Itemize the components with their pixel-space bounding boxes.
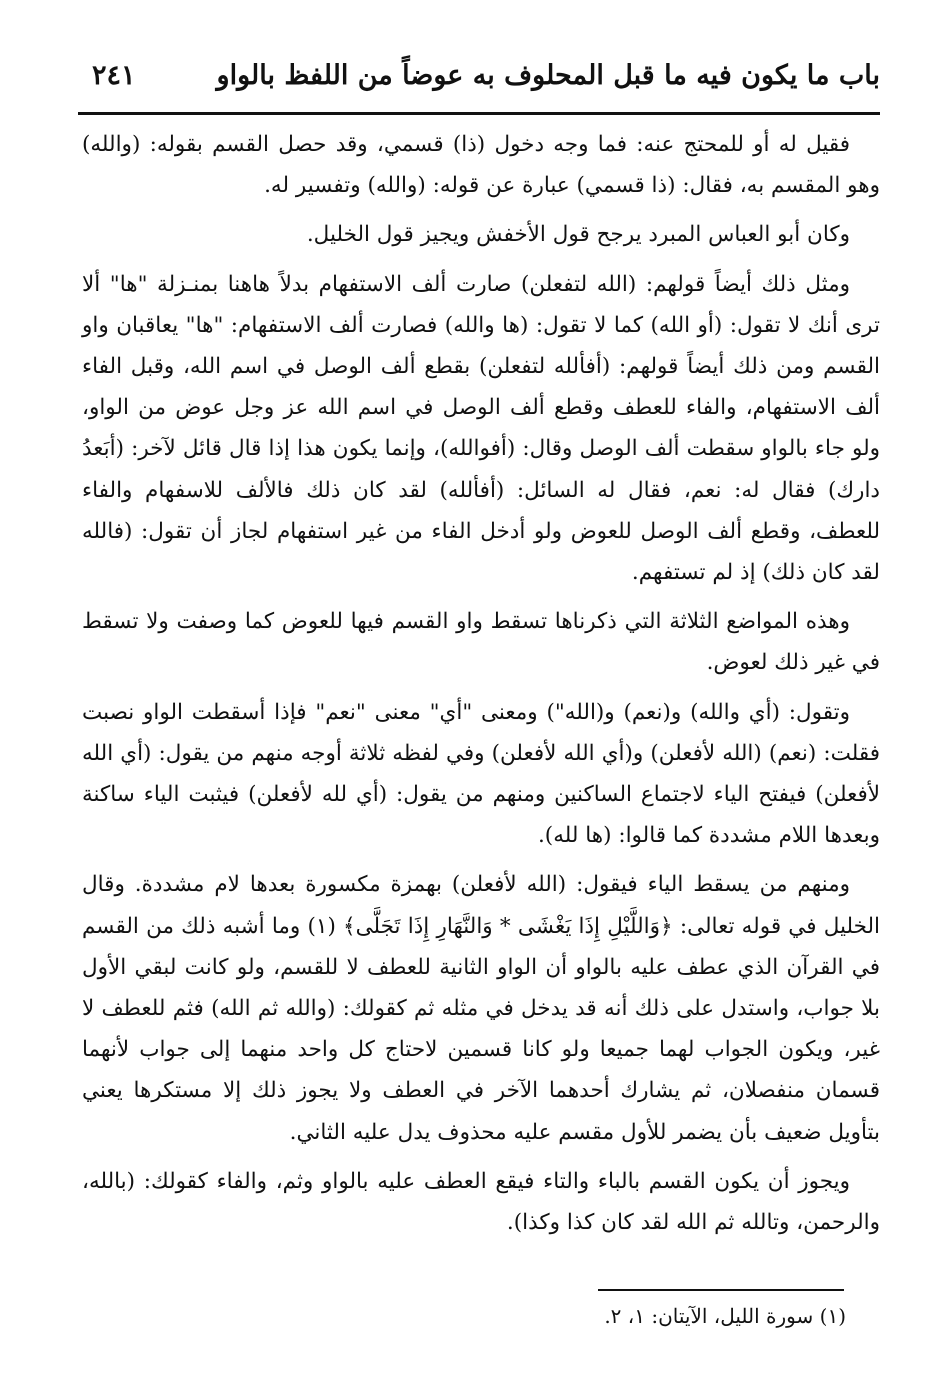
paragraph: ومثل ذلك أيضاً قولهم: (الله لتفعلن) صارت ألف الاستفهام بدلاً هاهنا بمنـزلة "ها" ألا ترى أنك لا تقول: (أو الله) كما لا تقول: (ها والله) فصارت ألف الاستفهام: "ها" يعاقبان واو القسم ومن ذلك أيضاً قولهم: (أفألله لتفعلن) بقطع ألف الوصل في اسم الله، وقبل الفاء ألف الاستفهام، والفاء للعطف وقطع ألف الوصل في اسم الله عز وجل عوض من الواو، ولو جاء بالواو سقطت ألف الوصل وقال: (أفوالله)، وإنما يكون هذا إذا قال قائل لآخر: (أبَعدُ دارك) فقال له: نعم، فقال له السائل: (أفألله) لقد كان ذلك فالألف للاسفهام والفاء للعطف، وقطع ألف الوصل للعوض ولو أدخل الفاء من غير استفهام لجاز أن تقول: (فالله لقد كان ذلك) إذ لم تستفهم. [82,271,880,586]
paragraph: فقيل له أو للمحتج عنه: فما وجه دخول (ذا) قسمي، وقد حصل القسم بقوله: (والله) وهو المقسم به، فقال: (ذا قسمي) عبارة عن قوله: (والله) وتفسير له. [82,132,880,199]
main-text [82,124,880,1243]
paragraph: وهذه المواضع الثلاثة التي ذكرناها تسقط واو القسم فيها للعوض كما وصفت ولا تسقط في غير ذلك لعوض. [82,609,880,676]
running-header [78,52,880,110]
paragraph: وكان أبو العباس المبرد يرجح قول الأخفش ويجيز قول الخليل. [306,222,850,248]
page-number: ٢٤١ [92,60,136,91]
chapter-title: باب ما يكون فيه ما قبل المحلوف به عوضاً من اللفظ بالواو [216,60,880,91]
paragraph: وتقول: (أي والله) و(نعم) و(الله") ومعنى "أي" معنى "نعم" فإذا أسقطت الواو نصبت فقلت: (نعم) (الله لأفعلن) و(أي الله لأفعلن) وفي لفظه ثلاثة أوجه منهم من يقول: (أي الله لأفعلن) فيفتح الياء لاجتماع الساكنين ومنهم من يقول: (أي لله لأفعلن) فيثبت الياء ساكنة وبعدها اللام مشددة كما قالوا: (ها لله). [82,699,880,849]
paragraph: ويجوز أن يكون القسم بالباء والتاء فيقع العطف عليه بالواو وثم، والفاء كقولك: (بالله، والرحمن، وتالله ثم الله لقد كان كذا وكذا). [82,1168,880,1236]
footnote: (١) سورة الليل، الآيتان: ١، ٢. [604,1304,846,1328]
paragraph: ومنهم من يسقط الياء فيقول: (الله لأفعلن) بهمزة مكسورة بعدها لام مشددة. وقال الخليل في قوله تعالى: ﴿وَاللَّيْلِ إِذَا يَغْشَى * وَالنَّهَارِ إِذَا تَجَلَّى﴾ (١) وما أشبه ذلك من القسم في القرآن الذي عطف عليه بالواو أن الواو الثانية للعطف لا للقسم، ولو كانت لبقي الأول بلا جواب، واستدل على ذلك أنه قد يدخل في مثله ثم كقولك: (والله ثم الله) فثم للعطف لا غير، ويكون الجواب لهما جميعا ولو كانا قسمين لاحتاج كل واحد منهما إلى جواب لأنهما قسمان منفصلان، ثم يشارك أحدهما الآخر في العطف ولا يجوز ذلك إلا مستكرها يعني بتأويل ضعيف بأن يضمر للأول مقسم عليه محذوف يدل عليه الثاني. [82,872,880,1145]
footnote-divider [598,1289,844,1291]
header-divider [78,112,880,115]
